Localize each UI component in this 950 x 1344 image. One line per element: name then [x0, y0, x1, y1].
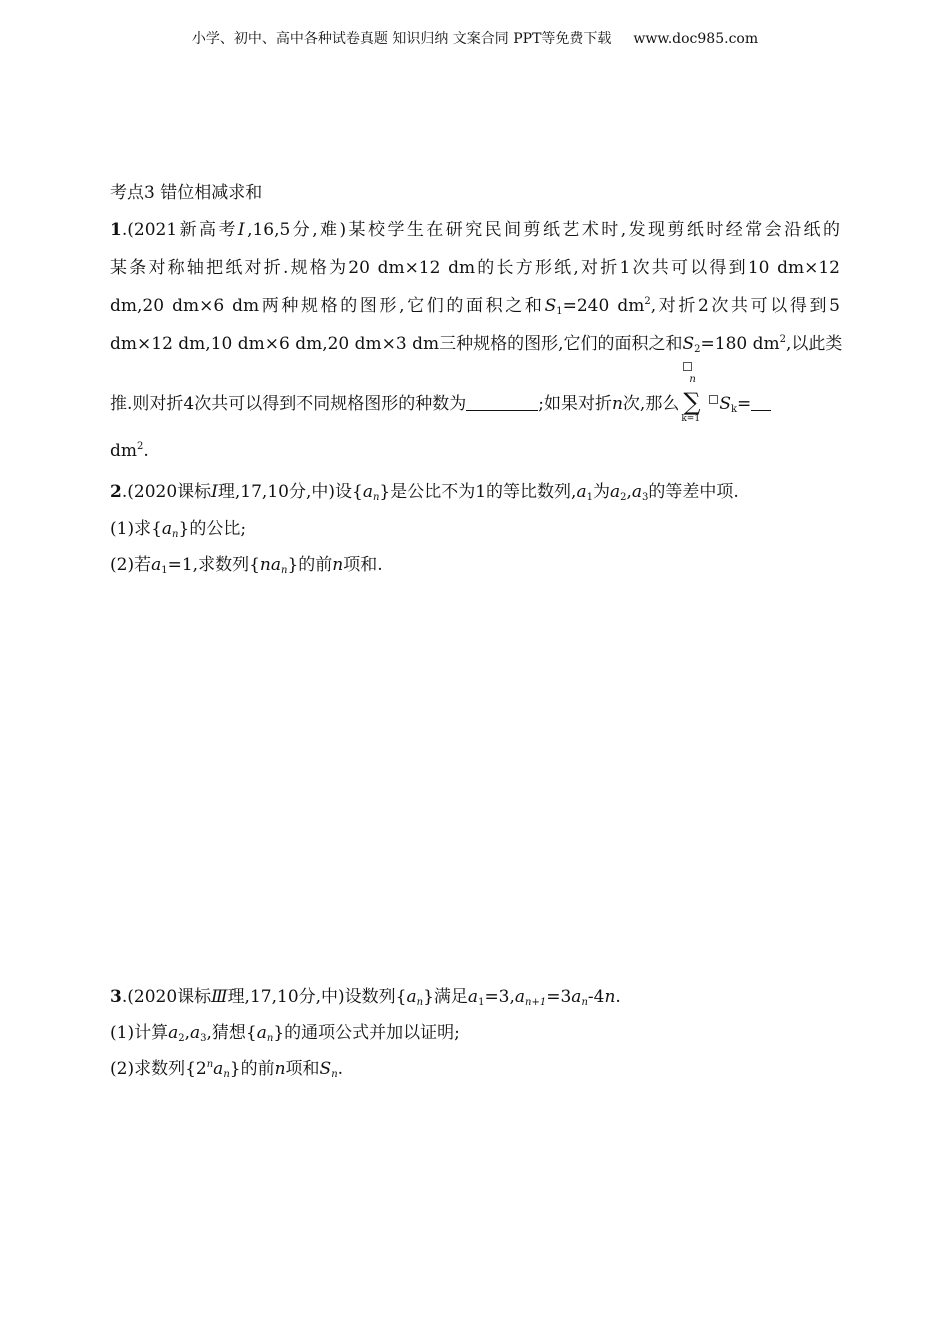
q3-part1: (1)计算$a_2,a_3$,猜想$\{a_n\}$的通项公式并加以证明; — [110, 1023, 460, 1044]
q2-number: 2 — [110, 482, 122, 502]
q1-line3: dm,20 dm×6 dm两种规格的图形,它们的面积之和$S_1=240$ $dm^2$,对折2次共可以得到5 — [110, 296, 840, 317]
q1-line4: dm×12 dm,10 dm×6 dm,20 dm×3 dm三种规格的图形,它们的面积之和$S_2=180$ $dm^2$,以此类 — [110, 334, 843, 355]
placeholder-box-icon — [683, 362, 692, 371]
q3-part2: (2)求数列$\{2^na_n\}$的前n项和$S_n$. — [110, 1059, 344, 1080]
q1-number: 1 — [110, 220, 122, 240]
page-header — [0, 28, 950, 48]
q1-line5: 推.则对折4次共可以得到不同规格图形的种数为 ;如果对折n次,那么 n ∑ k=1 $S_k=$ — [110, 389, 771, 415]
q3-number: 3 — [110, 987, 122, 1007]
q2-line1: 2.(2020课标Ⅰ理,17,10分,中)设$\{a_n\}$是公比不为1的等比数列$,a_1$为$a_2,a_3$的等差中项. — [110, 482, 739, 503]
q2-part1: (1)求$\{a_n\}$的公比; — [110, 519, 247, 540]
q1-line6: $dm^2$. — [110, 441, 149, 461]
answer-blank-2[interactable] — [751, 394, 771, 411]
q1-line2: 某条对称轴把纸对折.规格为20 dm×12 dm的长方形纸,对折1次共可以得到10 dm×12 — [110, 258, 840, 278]
placeholder-box-icon — [709, 395, 718, 404]
q1-line1: 1.(2021新高考Ⅰ,16,5分,难)某校学生在研究民间剪纸艺术时,发现剪纸时经常会沿纸的 — [110, 220, 840, 240]
header-text: 小学、初中、高中各种试卷真题 知识归纳 文案合同 PPT等免费下载 — [191, 31, 612, 47]
q2-part2: (2)若$a_1=1$,求数列$\{na_n\}$的前n项和. — [110, 555, 383, 576]
section-title: 考点3 错位相减求和 — [110, 183, 263, 203]
answer-blank-1[interactable] — [466, 394, 538, 411]
q3-line1: 3.(2020课标Ⅲ理,17,10分,中)设数列$\{a_n\}$满足$a_1=3,a_{n+1}=3a_n-4n$. — [110, 987, 621, 1008]
sum-symbol: n ∑ k=1 — [679, 392, 709, 412]
header-url: www.doc985.com — [633, 31, 759, 47]
